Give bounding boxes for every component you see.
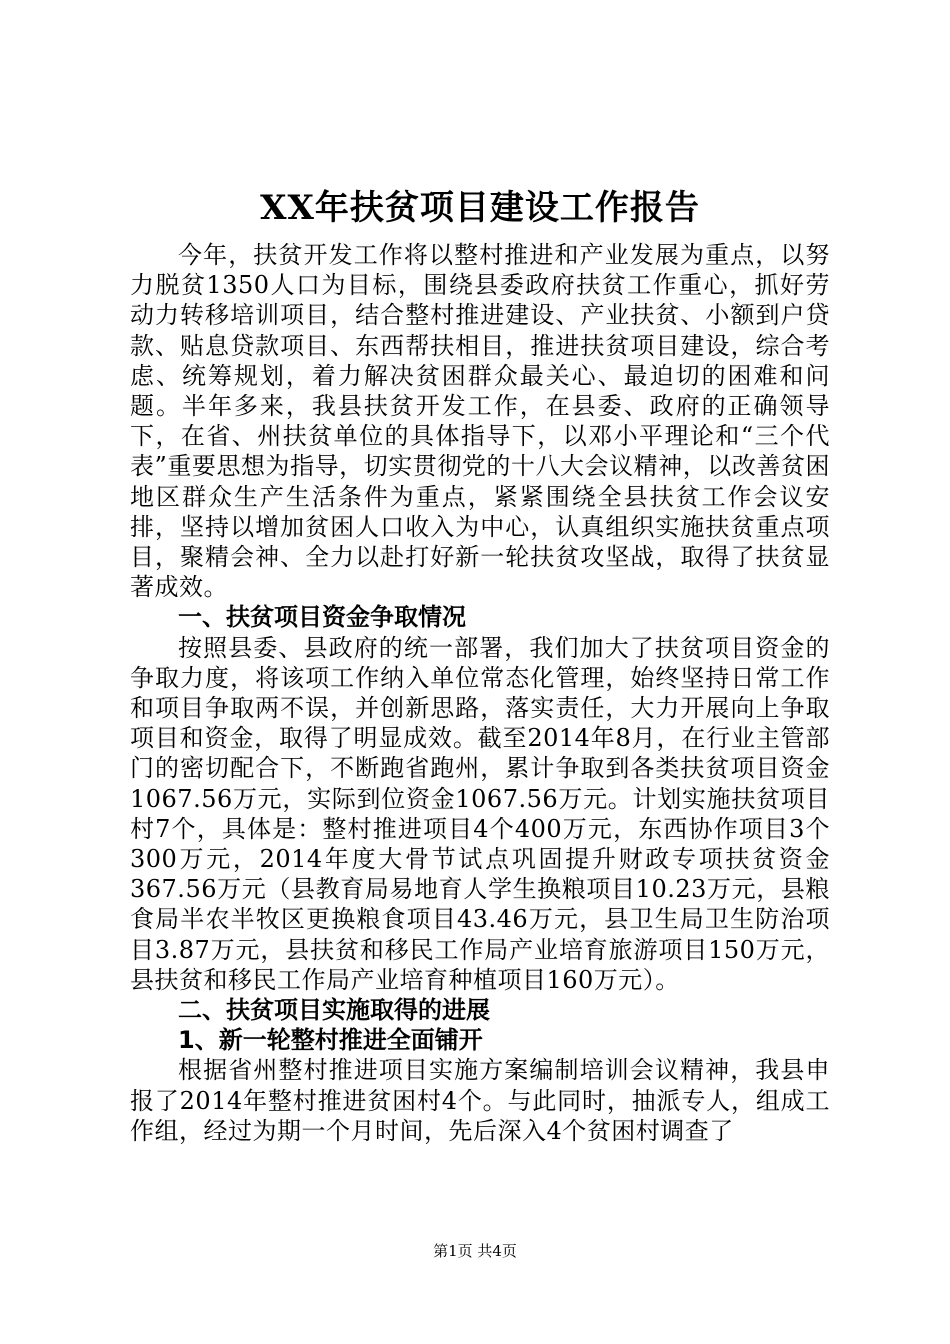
- subsection-1-heading: 1、新一轮整村推进全面铺开: [178, 1026, 483, 1055]
- page-footer: 第1页 共4页: [433, 1242, 517, 1260]
- document-title: XX年扶贫项目建设工作报告: [260, 188, 700, 228]
- section-1-paragraph: 按照县委、县政府的统一部署，我们加大了扶贫项目资金的争取力度，将该项工作纳入单位常态化管理，始终坚持日常工作和项目争取两不误，并创新思路，落实责任，大力开展向上争取项目和资金，取得了明显成效。截至2014年8月，在行业主管部门的密切配合下，不断跑省跑州，累计争取到各类扶贫项目资金1067.56万元，实际到位资金1067.56万元。计划实施扶贫项目村7个，具体是：整村推进项目4个400万元，东西协作项目3个300万元，2014年度大骨节试点巩固提升财政专项扶贫资金367.56万元（县教育局易地育人学生换粮项目10.23万元，县粮食局半农半牧区更换粮食项目43.46万元，县卫生局卫生防治项目3.87万元，县扶贫和移民工作局产业培育旅游项目150万元，县扶贫和移民工作局产业培育种植项目160万元）。: [130, 633, 830, 994]
- document-page: [130, 180, 830, 1146]
- subsection-1-paragraph: 根据省州整村推进项目实施方案编制培训会议精神，我县申报了2014年整村推进贫困村4个。与此同时，抽派专人，组成工作组，经过为期一个月时间，先后深入4个贫困村调查了: [130, 1056, 830, 1145]
- section-1-heading: 一、扶贫项目资金争取情况: [178, 603, 466, 632]
- intro-paragraph: 今年，扶贫开发工作将以整村推进和产业发展为重点，以努力脱贫1350人口为目标，围绕县委政府扶贫工作重心，抓好劳动力转移培训项目，结合整村推进建设、产业扶贫、小额到户贷款、贴息贷款项目、东西帮扶相目，推进扶贫项目建设，综合考虑、统筹规划，着力解决贫困群众最关心、最迫切的困难和问题。半年多来，我县扶贫开发工作，在县委、政府的正确领导下，在省、州扶贫单位的具体指导下，以邓小平理论和“三个代表”重要思想为指导，切实贯彻党的十八大会议精神，以改善贫困地区群众生产生活条件为重点，紧紧围绕全县扶贫工作会议安排，坚持以增加贫困人口收入为中心，认真组织实施扶贫重点项目，聚精会神、全力以赴打好新一轮扶贫攻坚战，取得了扶贫显著成效。: [130, 241, 830, 602]
- section-2-heading: 二、扶贫项目实施取得的进展: [178, 996, 490, 1025]
